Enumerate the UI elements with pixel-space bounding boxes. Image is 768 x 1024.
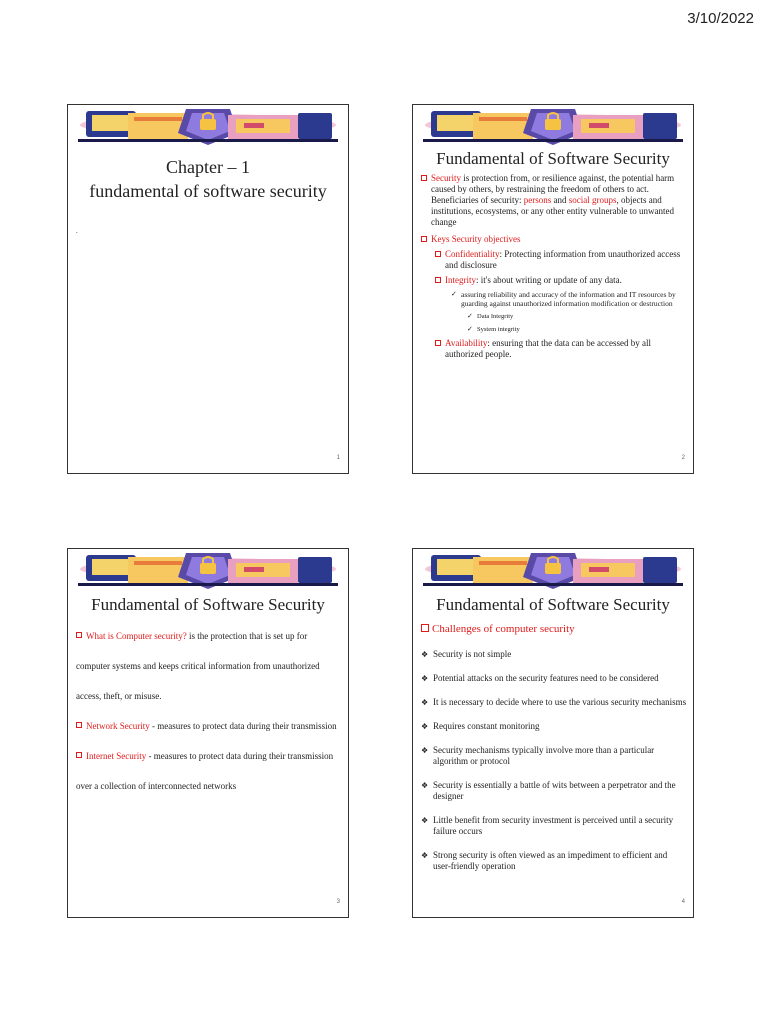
slide-number: 3 bbox=[336, 899, 340, 905]
slide-content bbox=[76, 621, 342, 801]
diamond-bullet-icon: ❖ bbox=[421, 722, 429, 731]
computer-security-cont1: computer systems and keeps critical information from unauthorized bbox=[76, 661, 320, 671]
network-security-item bbox=[76, 711, 342, 741]
diamond-bullet-icon: ❖ bbox=[421, 816, 429, 825]
slide-content bbox=[421, 173, 687, 364]
list-item bbox=[421, 850, 687, 872]
list-item-text: Security mechanisms typically involve more than a particular algorithm or protocol bbox=[433, 745, 655, 766]
confidentiality-item bbox=[435, 249, 687, 271]
checkbox-bullet-icon bbox=[76, 722, 82, 728]
slide-title: Fundamental of Software Security bbox=[436, 149, 670, 168]
integrity-item bbox=[435, 275, 687, 286]
check-icon: ✓ bbox=[451, 290, 457, 298]
slide-number: 2 bbox=[681, 455, 685, 461]
security-definition bbox=[421, 173, 687, 228]
slide-number: 4 bbox=[681, 899, 685, 905]
availability-text: : ensuring that the data can be accessed by all authorized people. bbox=[445, 338, 652, 359]
diamond-bullet-icon: ❖ bbox=[421, 650, 429, 659]
security-banner-image bbox=[68, 549, 348, 593]
chapter-title-line2: fundamental of software security bbox=[89, 181, 327, 201]
social-groups-term: social groups bbox=[568, 195, 617, 205]
challenges-list bbox=[421, 649, 687, 885]
diamond-bullet-icon: ❖ bbox=[421, 674, 429, 683]
integrity-term: Integrity bbox=[445, 275, 476, 285]
checkbox-bullet-icon bbox=[435, 340, 441, 346]
diamond-bullet-icon: ❖ bbox=[421, 746, 429, 755]
slide-number: 1 bbox=[336, 455, 340, 461]
internet-security-text: - measures to protect data during their transmission bbox=[146, 751, 334, 761]
computer-security-item bbox=[76, 621, 342, 651]
data-integrity-item bbox=[467, 312, 687, 321]
chapter-title-line1: Chapter – 1 bbox=[166, 157, 250, 177]
slide-1 bbox=[67, 104, 349, 474]
and-text: and bbox=[551, 195, 569, 205]
system-integrity-text: System integrity bbox=[477, 326, 520, 333]
security-term: Security bbox=[431, 173, 461, 183]
list-item-text: Strong security is often viewed as an impediment to efficient and user-friendly operation bbox=[433, 850, 668, 871]
security-text: is protection from, or resilience against, the potential harm caused by others, by restraining the freedom of others to act. Beneficiaries of security: bbox=[431, 173, 675, 205]
page-date: 3/10/2022 bbox=[687, 10, 754, 27]
list-item bbox=[421, 697, 687, 708]
security-banner-image bbox=[413, 549, 693, 593]
list-item-text: Security is essentially a battle of wits between a perpetrator and the designer bbox=[433, 780, 676, 801]
list-item-text: Security is not simple bbox=[433, 649, 512, 659]
checkbox-bullet-icon bbox=[435, 251, 441, 257]
challenges-subtitle bbox=[421, 623, 575, 635]
confidentiality-text: : Protecting information from unauthorized access and disclosure bbox=[445, 249, 681, 270]
computer-security-cont2: access, theft, or misuse. bbox=[76, 691, 162, 701]
checkbox-bullet-icon bbox=[76, 752, 82, 758]
checkbox-bullet-icon bbox=[421, 175, 427, 181]
network-security-text: - measures to protect data during their transmission bbox=[149, 721, 337, 731]
keys-objectives-label: Keys Security objectives bbox=[431, 234, 521, 244]
availability-item bbox=[435, 338, 687, 360]
checkbox-bullet-icon bbox=[421, 624, 429, 632]
persons-term: persons bbox=[523, 195, 552, 205]
security-text-end: , objects and institutions, ecosystems, or any other entity vulnerable to unwanted change bbox=[431, 195, 674, 227]
checkbox-bullet-icon bbox=[421, 236, 427, 242]
integrity-text: : it's about writing or update of any data. bbox=[476, 275, 622, 285]
list-item-text: Little benefit from security investment is perceived until a security failure occurs bbox=[433, 815, 674, 836]
diamond-bullet-icon: ❖ bbox=[421, 851, 429, 860]
slide-4 bbox=[412, 548, 694, 918]
availability-term: Availability bbox=[445, 338, 488, 348]
keys-objectives bbox=[421, 234, 687, 245]
security-banner-image bbox=[68, 105, 348, 149]
internet-security-cont: over a collection of interconnected networks bbox=[76, 781, 237, 791]
list-item bbox=[421, 745, 687, 767]
checkbox-bullet-icon bbox=[76, 632, 82, 638]
integrity-subitem bbox=[451, 290, 687, 308]
list-item bbox=[421, 649, 687, 660]
security-banner-image bbox=[413, 105, 693, 149]
confidentiality-term: Confidentiality bbox=[445, 249, 500, 259]
check-icon: ✓ bbox=[467, 325, 473, 333]
system-integrity-item bbox=[467, 325, 687, 334]
internet-security-item bbox=[76, 741, 342, 771]
list-item bbox=[421, 815, 687, 837]
slide-title: Fundamental of Software Security bbox=[91, 595, 325, 614]
data-integrity-text: Data Integrity bbox=[477, 313, 514, 320]
chapter-title bbox=[68, 155, 348, 203]
slide-3 bbox=[67, 548, 349, 918]
list-item bbox=[421, 673, 687, 684]
network-security-term: Network Security bbox=[86, 721, 150, 731]
slide-title: Fundamental of Software Security bbox=[436, 595, 670, 614]
list-item-text: Potential attacks on the security features need to be considered bbox=[433, 673, 659, 683]
check-icon: ✓ bbox=[467, 312, 473, 320]
slide-2 bbox=[412, 104, 694, 474]
list-item bbox=[421, 721, 687, 732]
computer-security-term: What is Computer security? bbox=[86, 631, 187, 641]
internet-security-term: Internet Security bbox=[86, 751, 147, 761]
list-item bbox=[421, 780, 687, 802]
list-item-text: It is necessary to decide where to use the various security mechanisms bbox=[433, 697, 687, 707]
list-item-text: Requires constant monitoring bbox=[433, 721, 540, 731]
challenges-label: Challenges of computer security bbox=[432, 623, 575, 635]
stray-dot: . bbox=[76, 227, 78, 235]
checkbox-bullet-icon bbox=[435, 277, 441, 283]
diamond-bullet-icon: ❖ bbox=[421, 698, 429, 707]
computer-security-text: is the protection that is set up for bbox=[186, 631, 308, 641]
integrity-subtext: assuring reliability and accuracy of the information and IT resources by guarding against unauthorized information modification or destruction bbox=[461, 290, 676, 308]
diamond-bullet-icon: ❖ bbox=[421, 781, 429, 790]
